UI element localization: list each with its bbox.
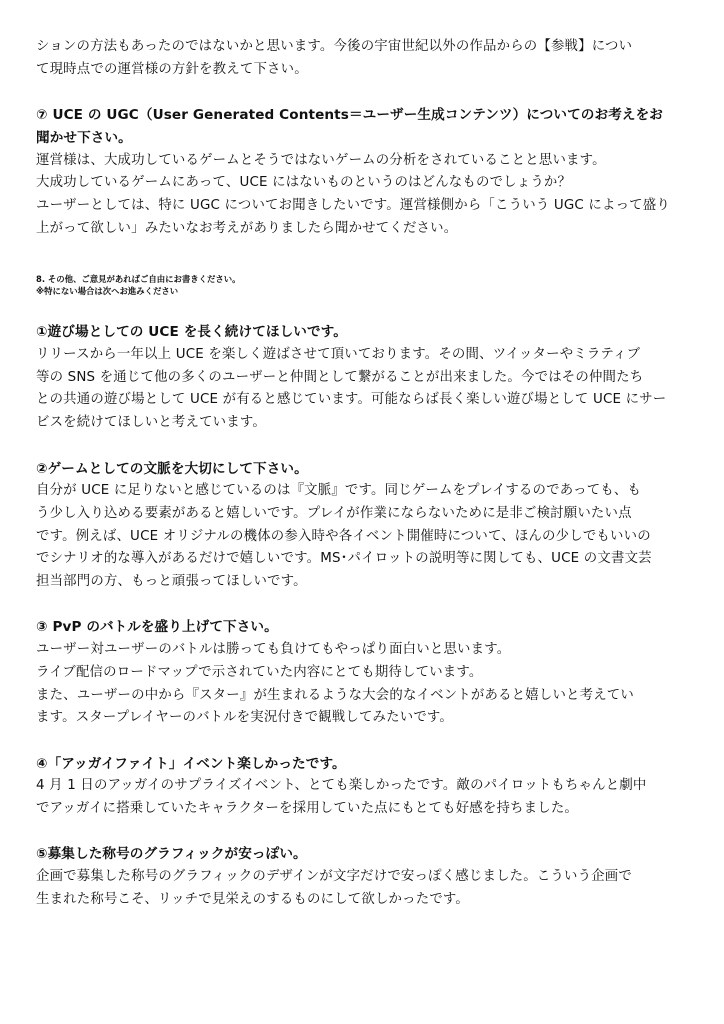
text-line: 生まれた称号こそ、リッチで見栄えのするものにして欲しかったです。 [36,891,470,907]
spacer [36,240,690,273]
text-line: との共通の遊び場として UCE が有ると感じています。可能ならば長く楽しい遊び場として UCE にサー [36,392,667,408]
text-line: また、ユーザーの中から『スター』が生まれるような大会的なイベントがあると嬉しいと考えてい [36,687,634,703]
comment-item-5 [36,843,690,911]
text-line: です。例えば、UCE オリジナルの機体の参入時や各イベント開催時について、ほんの少しでもいいの [36,528,651,544]
text-line: でシナリオ的な導入があるだけで嬉しいです。MS･パイロットの説明等に関しても、UCE の文書文芸 [36,551,652,567]
spacer [36,730,690,753]
comment-heading: ③ PvP のバトルを盛り上げて下さい。 [36,619,278,636]
text-line: ビスを続けてほしいと考えています。 [36,415,266,431]
comment-heading: ④「アッガイファイト」イベント楽しかったです。 [36,755,346,772]
spacer [36,297,690,321]
text-line: て現時点での運営様の方針を教えて下さい。 [36,61,308,77]
comment-item-1 [36,321,690,435]
text-line: ユーザーとしては、特に UGC についてお聞きしたいです。運営様側から「こういう UGC によって盛り [36,197,670,213]
text-line: ます。スタープレイヤーのバトルを実況付きで観戦してみたいです。 [36,710,454,726]
text-line: ユーザー対ユーザーのバトルは勝っても負けてもやっぱり面白いと思います。 [36,642,511,658]
text-line: 運営様は、大成功しているゲームとそうではないゲームの分析をされていることと思います。 [36,152,606,168]
text-line: ライブ配信のロードマップで示されていた内容にとても期待しています。 [36,664,483,680]
question-7-section [36,104,690,240]
text-line: 大成功しているゲームにあって、UCE にはないものというのはどんなものでしょうか？ [36,175,572,191]
section-8-note: ※特にない場合は次へお進みください [36,286,179,297]
text-line: 等の SNS を通じて他の多くのユーザーと仲間として繋がることが出来ました。今ではその仲間たち [36,369,644,385]
comment-heading: ⑤募集した称号のグラフィックが安っぽい。 [36,846,307,863]
document-page [36,36,690,912]
section-8-header [36,273,690,297]
text-line: 4 月 1 日のアッガイのサプライズイベント、とても楽しかったです。敵のパイロットもちゃんと劇中 [36,778,647,794]
text-line: ションの方法もあったのではないかと思います。今後の宇宙世紀以外の作品からの【参戦】につい [36,39,633,54]
comment-item-3 [36,616,690,730]
spacer [36,594,690,617]
text-line: 企画で募集した称号のグラフィックのデザインが文字だけで安っぽく感じました。こういう企画で [36,869,632,885]
text-line: でアッガイに搭乗していたキャラクターを採用していた点にもとても好感を持ちました。 [36,801,579,817]
text-line: 上がって欲しい」みたいなお考えがありましたら聞かせてください。 [36,220,458,236]
comment-heading: ②ゲームとしての文脈を大切にして下さい。 [36,460,308,477]
spacer [36,821,690,844]
section-8-title: 8. その他、ご意見があればご自由にお書きください。 [36,274,241,285]
comment-item-4 [36,753,690,821]
comment-heading: ①遊び場としての UCE を長く続けてほしいです。 [36,324,347,341]
intro-paragraph [36,36,690,81]
comment-item-2 [36,458,690,594]
text-line: リリースから一年以上 UCE を楽しく遊ばさせて頂いております。その間、ツイッターやミラティブ [36,347,641,363]
question-7-heading: 聞かせ下さい。 [36,129,132,146]
spacer [36,81,690,104]
text-line: 担当部門の方、もっと頑張ってほしいです。 [36,574,307,590]
spacer [36,435,690,458]
text-line: 自分が UCE に足りないと感じているのは『文脈』です。同じゲームをプレイするのであっても、も [36,483,642,499]
text-line: う少し入り込める要素があると嬉しいです。プレイが作業にならないために是非ご検討願いたい点 [36,505,632,521]
question-7-heading: ⑦ UCE の UGC（User Generated Contents＝ユーザー生成コンテンツ）についてのお考えをお [36,107,663,124]
